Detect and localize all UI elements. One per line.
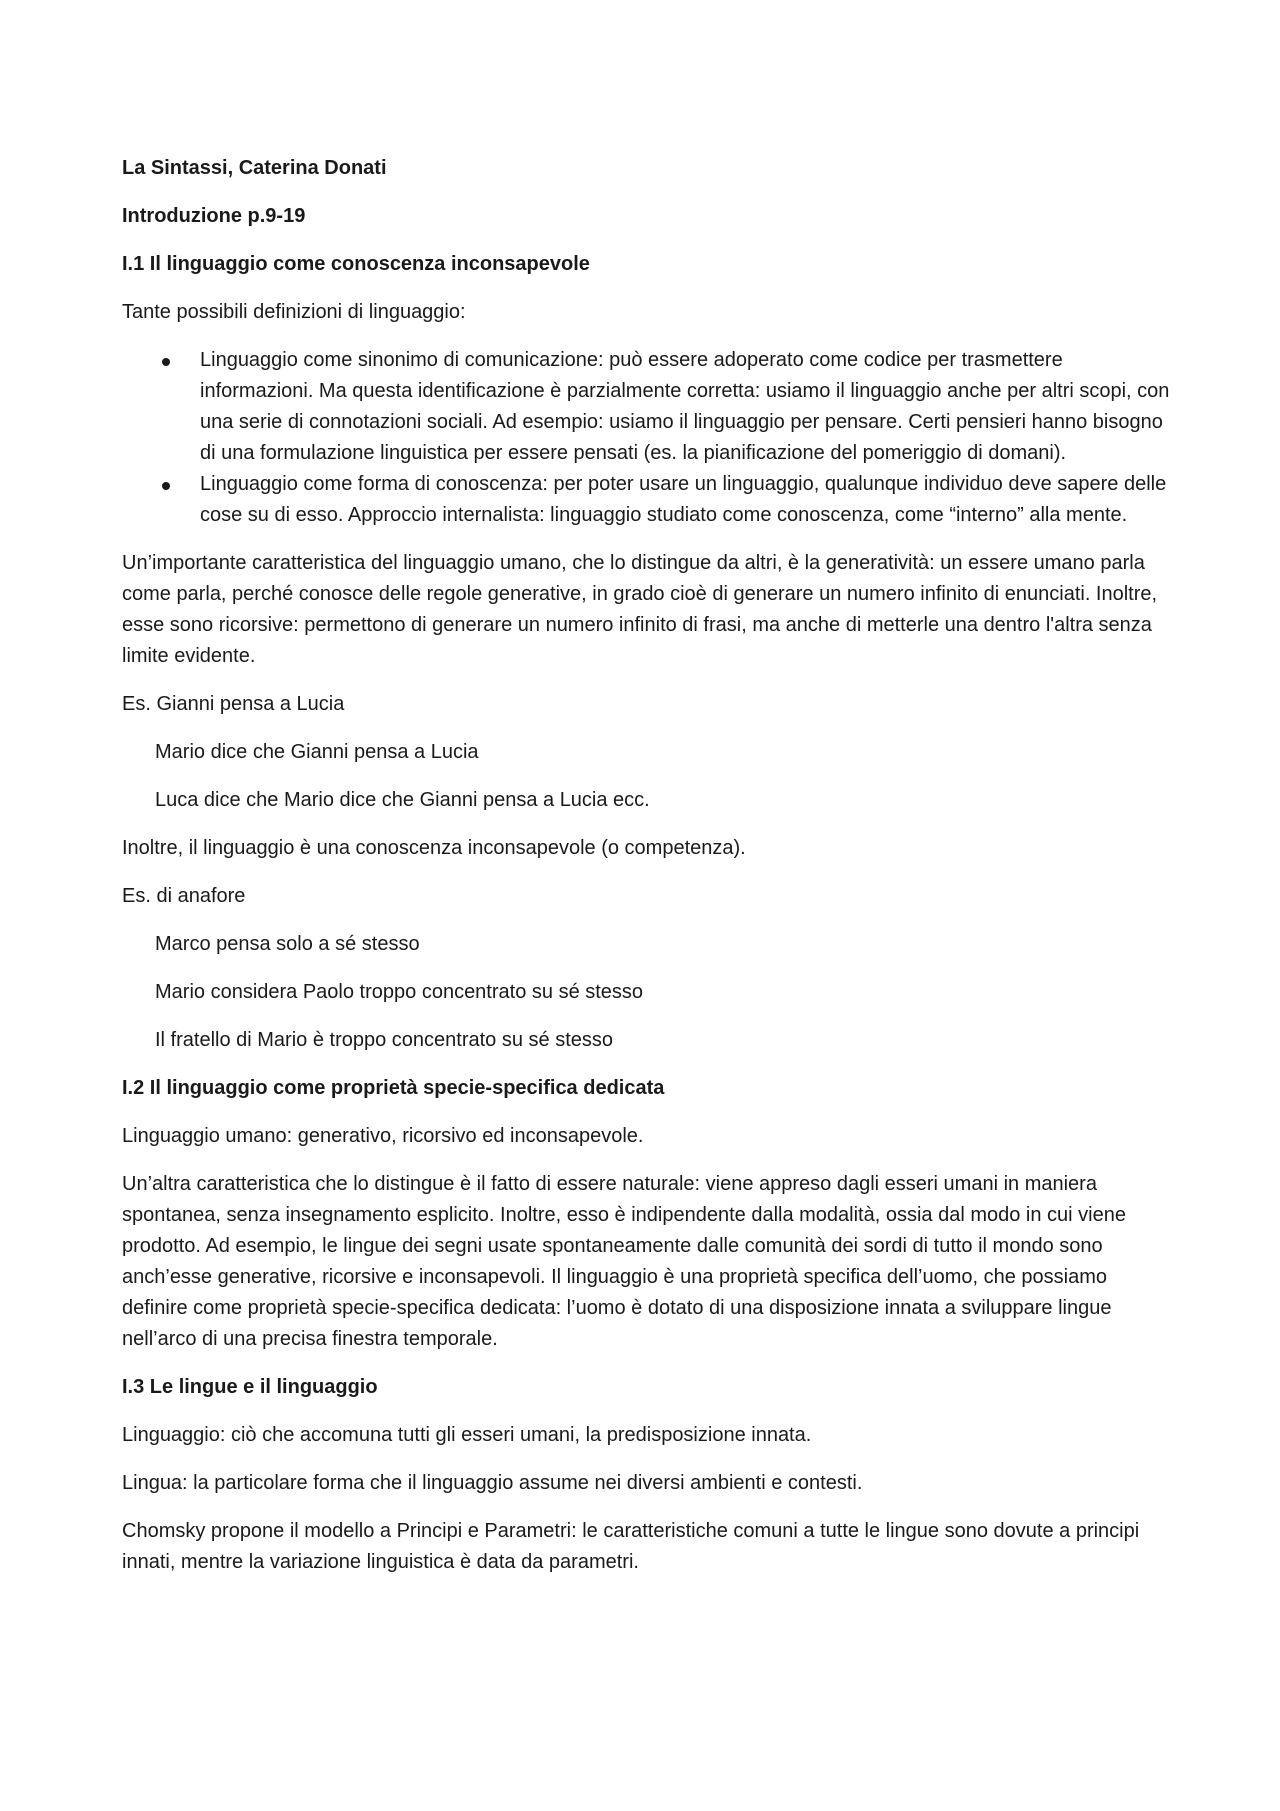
example-line: Marco pensa solo a sé stesso [155,933,420,955]
example-line: Il fratello di Mario è troppo concentrato su sé stesso [155,1029,614,1051]
example-line: Es. Gianni pensa a Lucia [122,693,345,715]
list-item [122,345,1172,469]
section-3-paragraph-3: Chomsky propone il modello a Principi e Parametri: le caratteristiche comuni a tutte le lingue sono dovute a principi innati, mentre la variazione linguistica è data da parametri. [122,1520,1140,1573]
list-item [122,469,1172,531]
list-item-text: Linguaggio come forma di conoscenza: per poter usare un linguaggio, qualunque individuo deve sapere delle cose su di esso. Approccio internalista: linguaggio studiato come conoscenza, come “interno” alla mente. [200,473,1167,526]
section-1-intro: Tante possibili definizioni di linguaggio: [122,301,466,323]
document-page [122,153,1172,1595]
list-item-text: Linguaggio come sinonimo di comunicazione: può essere adoperato come codice per trasmettere informazioni. Ma questa identificazione è parzialmente corretta: usiamo il linguaggio anche per altri scopi, con una serie di connotazioni sociali. Ad esempio: usiamo il linguaggio per pensare. Certi pensieri hanno bisogno di una formulazione linguistica per essere pensati (es. la pianificazione del pomeriggio di domani). [200,349,1170,464]
section-3-paragraph-1: Linguaggio: ciò che accomuna tutti gli esseri umani, la predisposizione innata. [122,1424,812,1446]
section-heading-1: I.1 Il linguaggio come conoscenza inconsapevole [122,253,590,275]
example-line: Es. di anafore [122,885,246,907]
section-2-paragraph-1: Linguaggio umano: generativo, ricorsivo ed inconsapevole. [122,1125,644,1147]
section-heading-3: I.3 Le lingue e il linguaggio [122,1376,378,1398]
example-line: Mario dice che Gianni pensa a Lucia [155,741,479,763]
competence-paragraph: Inoltre, il linguaggio è una conoscenza inconsapevole (o competenza). [122,837,746,859]
section-heading-2: I.2 Il linguaggio come proprietà specie-specifica dedicata [122,1077,665,1099]
chapter-title: Introduzione p.9-19 [122,205,306,227]
section-3-paragraph-2: Lingua: la particolare forma che il linguaggio assume nei diversi ambienti e contesti. [122,1472,863,1494]
generativity-paragraph: Un’importante caratteristica del linguaggio umano, che lo distingue da altri, è la generatività: un essere umano parla come parla, perché conosce delle regole generative, in grado cioè di generare un numero infinito di enunciati. Inoltre, esse sono ricorsive: permettono di generare un numero infinito di frasi, ma anche di metterle una dentro l'altra senza limite evidente. [122,552,1158,667]
document-title: La Sintassi, Caterina Donati [122,157,387,179]
example-line: Luca dice che Mario dice che Gianni pensa a Lucia ecc. [155,789,650,811]
bullet-icon [162,482,170,490]
definitions-list [122,345,1172,531]
section-2-paragraph-2: Un’altra caratteristica che lo distingue è il fatto di essere naturale: viene appreso dagli esseri umani in maniera spontanea, senza insegnamento esplicito. Inoltre, esso è indipendente dalla modalità, ossia dal modo in cui viene prodotto. Ad esempio, le lingue dei segni usate spontaneamente dalle comunità dei sordi di tutto il mondo sono anch’esse generative, ricorsive e inconsapevoli. Il linguaggio è una proprietà specifica dell’uomo, che possiamo definire come proprietà specie-specifica dedicata: l’uomo è dotato di una disposizione innata a sviluppare lingue nell’arco di una precisa finestra temporale. [122,1173,1126,1350]
bullet-icon [162,358,170,366]
example-line: Mario considera Paolo troppo concentrato su sé stesso [155,981,644,1003]
